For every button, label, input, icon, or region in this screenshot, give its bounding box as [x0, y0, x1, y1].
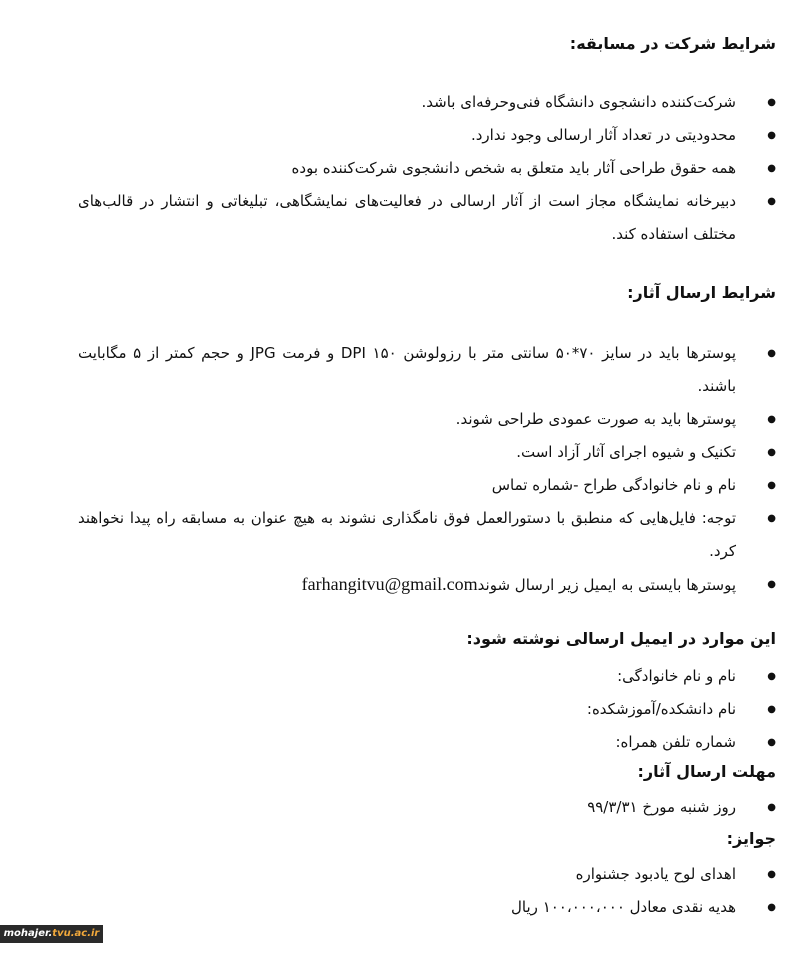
email-instruction-text: پوسترها بایستی به ایمیل زیر ارسال شوند	[477, 576, 736, 594]
email-list-item	[78, 568, 776, 602]
list-item: ● نام دانشکده/آموزشکده:	[78, 693, 776, 726]
email-address: farhangitvu@gmail.com	[301, 574, 478, 594]
prizes-list	[78, 858, 776, 924]
submission-conditions-list	[78, 337, 776, 602]
section-title-submission-conditions: شرایط ارسال آثار:	[627, 283, 776, 302]
list-item: ● همه حقوق طراحی آثار باید متعلق به شخص دانشجوی شرکت‌کننده بوده	[78, 152, 776, 185]
list-item: ● پوسترها باید به صورت عمودی طراحی شوند.	[78, 403, 776, 436]
section-title-email-contents: این موارد در ایمیل ارسالی نوشته شود:	[466, 629, 776, 648]
list-item: ● شرکت‌کننده دانشجوی دانشگاه فنی‌وحرفه‌ای باشد.	[78, 86, 776, 119]
list-item: ● نام و نام خانوادگی:	[78, 660, 776, 693]
list-item: ● شماره تلفن همراه:	[78, 726, 776, 759]
section-title-participation-conditions: شرایط شرکت در مسابقه:	[569, 34, 776, 53]
list-item: ● هدیه نقدی معادل ۱۰۰،۰۰۰،۰۰۰ ریال	[78, 891, 776, 924]
email-contents-list	[78, 660, 776, 759]
list-item: ● نام و نام خانوادگی طراح -شماره تماس	[78, 469, 776, 502]
deadline-list	[78, 791, 776, 824]
list-item: ● اهدای لوح یادبود جشنواره	[78, 858, 776, 891]
list-item: ● روز شنبه مورخ ۹۹/۳/۳۱	[78, 791, 776, 824]
section-title-prizes: جوایز:	[726, 829, 776, 848]
list-item: ● تکنیک و شیوه اجرای آثار آزاد است.	[78, 436, 776, 469]
section-title-deadline: مهلت ارسال آثار:	[637, 762, 776, 781]
watermark-name: mohajer.	[3, 928, 53, 939]
list-item: ● پوسترها باید در سایز ۷۰*۵۰ سانتی متر با رزولوشن ۱۵۰ DPI و فرمت JPG و حجم کمتر از ۵ مگابایت باشند.	[78, 337, 776, 403]
participation-conditions-list	[78, 86, 776, 251]
list-item: ● دبیرخانه نمایشگاه مجاز است از آثار ارسالی در فعالیت‌های نمایشگاهی، تبلیغاتی و انتشار در قالب‌های مختلف استفاده کند.	[78, 185, 776, 251]
watermark-domain: tvu.ac.ir	[52, 928, 100, 939]
list-item: ● توجه: فایل‌هایی که منطبق با دستورالعمل فوق نامگذاری نشوند به هیچ عنوان به مسابقه راه پیدا نخواهند کرد.	[78, 502, 776, 568]
list-item: ● محدودیتی در تعداد آثار ارسالی وجود ندارد.	[78, 119, 776, 152]
site-watermark	[0, 925, 103, 943]
